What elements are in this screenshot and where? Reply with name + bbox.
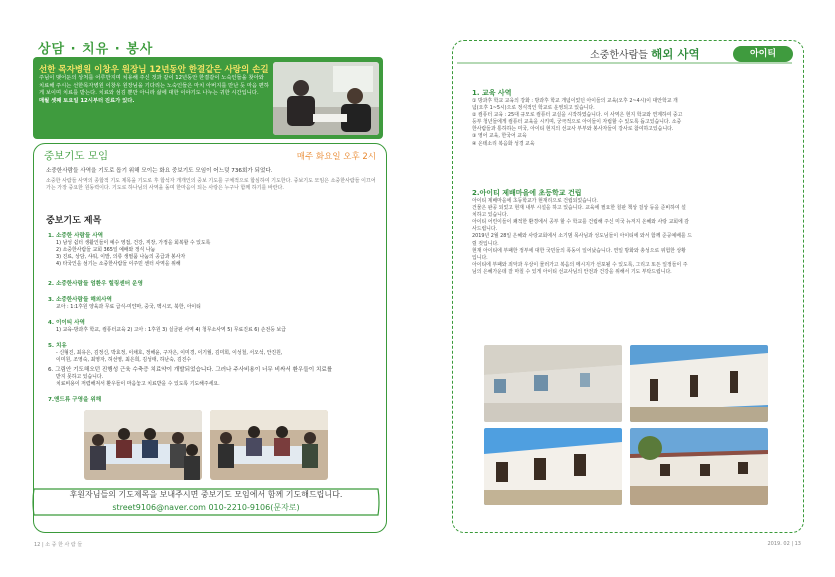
- prayer-section-5: [48, 342, 374, 364]
- school-line: 치하고 있습니다.: [472, 212, 509, 219]
- right-footer: 2019. 02 | 13: [767, 541, 801, 547]
- school-line: 입니다.: [472, 254, 488, 261]
- education-line: 념(오후 1~5시)으로 정식적인 학교로 운영되고 있습니다.: [472, 105, 595, 112]
- section-heading: 1. 소중한 사람들 사역: [48, 233, 104, 239]
- section-line: 4) 타국인을 섬기는 소중한사람들 이주민 센터 사역을 위해: [56, 261, 181, 267]
- education-line: ③ 영어 교육, 한국어 교육: [472, 133, 527, 140]
- overseas-title: [590, 46, 700, 62]
- section-line: 이미원, 조영숙, 최영자, 허선영, 최은희, 김성태, 하난숙, 김진수: [56, 357, 192, 363]
- section-line: 2) 소중한사람들 교회 365일 예배와 정식 나눔: [56, 247, 156, 253]
- overseas-title-prefix: 소중한사람들: [590, 50, 648, 61]
- prayer-title: 중보기도 모임: [44, 150, 109, 162]
- prayer-section-2: [48, 280, 374, 288]
- school-line: 아이티에 부패와 죄악과 우상이 물러가고 복음의 메시지가 선포될 수 있도록, 그리고 또든 일정들이 주: [472, 261, 688, 268]
- school-line: 릴 것입니다.: [472, 240, 499, 247]
- school-photo-exterior-3: [630, 428, 768, 505]
- prayer-section-3: [48, 296, 374, 311]
- section-heading: 7.앤드류 구영을 위해: [48, 397, 102, 403]
- clinic-box: [33, 57, 383, 139]
- section-line: 교아 : 1:1후원 양육과 무료 급식-미얀마, 중국, 멕시코, 북한, 아이티: [56, 304, 201, 310]
- prayer-time: 매주 화요일 오후 2시: [296, 152, 376, 162]
- section-heading: 3. 소중한사람들 해외사역: [48, 297, 112, 303]
- prayer-section-7: [48, 396, 374, 404]
- education-line: ④ 온테소리 복음화 성경 교육: [472, 140, 535, 147]
- school-line: 님의 은혜가운데 잘 마칠 수 있게 아이티 선교사님의 안전과 건강을 위해서 기도 부탁드립니다.: [472, 268, 672, 275]
- section-line: - 신형진, 최유은, 김정신, 박효정, 이채호, 정해윤, 구자은, 이미경, 이기월, 김미희, 이성철, 서오석, 안진원,: [56, 350, 283, 356]
- school-photo-exterior-2: [484, 428, 622, 505]
- section-heading: 4. 이이티 사역: [48, 320, 85, 326]
- school-line: 2019년 2월 28일 은혜와 사랑교회에서 소기범 목사님과 성도님들이 아이티에 와서 함께 준공예배를 드: [472, 233, 692, 240]
- prayer-box: [33, 143, 387, 533]
- section-line: 치료비용이 저렴해져서 환우들이 마음놓고 치료받을 수 있도록 기도해주세요.: [56, 381, 220, 387]
- section-heading: 6. 그림안 기도해오던 진행성 근육 수축증 치료약이 개발되었습니다. 그러나 주사비용이 너무 비싸서 환우들이 치료를: [48, 367, 333, 373]
- school-photo-exterior-1: [630, 345, 768, 422]
- clinic-body: [39, 75, 269, 105]
- prayer-photo-1: [84, 410, 202, 480]
- clinic-title: 선한 목자병원 이창우 원장님 12년동안 한결같은 사랑의 손길: [39, 65, 269, 75]
- clinic-note: 매월 셋째 토요일 12시부터 진료가 있다.: [39, 97, 135, 104]
- section-heading: 5. 치유: [48, 343, 67, 349]
- prayer-list-title: 중보기도 제목: [46, 216, 102, 226]
- school-photo-interior: [484, 345, 622, 422]
- education-line: ① 방과후 학교 교육의 강화 : 방과후 학교 개념이었던 아이들의 교육(오후 2~4시)이 대안학교 개: [472, 98, 678, 104]
- education-section: [472, 88, 782, 148]
- country-tag: 아이티: [733, 46, 793, 62]
- education-line: 등부 청년들에게 컴퓨터 교육을 시키며, 궁극적으로 아이들이 자립할 수 있도록 돕고있습니다. 소중: [472, 119, 682, 126]
- education-line: 한사람들과 통하하는 미국, 아이티 현지의 선교사 부부와 봉사자들이 강사로 참여하고있습니다.: [472, 126, 674, 133]
- prayer-sub: 소중한사람들 사역을 기도로 돕기 위해 모이는 화요 중보기도 모임이 어느덧 736회가 되었다.: [46, 168, 273, 174]
- clinic-photo: [273, 62, 379, 135]
- school-line: 현재 아이티에 부패한 정부에 대한 국민들의 폭동이 일어났습니다. 연일 방화와 총성으로 위험한 상황: [472, 247, 686, 254]
- prayer-photo-2: [210, 410, 328, 480]
- section-heading: 2. 소중한사람들 엄환우 힐링센터 운영: [48, 281, 143, 287]
- school-line: 아이티 어린이들이 쾌적한 환경에서 공부 할 수 학교를 건립해 주신 미국 뉴저지 온혜와 사랑 교회에 감: [472, 219, 690, 226]
- left-footer: 12 | 소 중 한 사 람 들: [34, 542, 83, 548]
- section-line: 1) 교육-방과후 학교, 컴퓨터교육 2) 고아 : 1후원 3) 실금판 사역 4) 청무소사역 5) 무료진료 6) 손전등 보급: [56, 327, 286, 333]
- contact-line-1: 후원자님들의 기도제목을 보내주시면 중보기도 모임에서 함께 기도해드립니다.: [69, 490, 343, 499]
- contact-line-2: street9106@naver.com 010-2210-9106(문자로): [112, 503, 300, 512]
- school-section: [472, 188, 782, 276]
- prayer-section-1: [48, 232, 374, 268]
- section-line: 3) 진료, 상담, 샤워, 이발, 의류 생필품 나눔의 공급과 봉사자: [56, 254, 186, 260]
- section-header: 상담 · 치유 · 봉사: [38, 42, 154, 57]
- prayer-section-6: [48, 366, 374, 388]
- section-line: 받지 못하고 있습니다.: [56, 374, 104, 380]
- education-line: ② 컴퓨터 교육 : 25대 규모로 컴퓨터 교실을 시작하였습니다. 이 사역은 현지 학교와 연계하여 중고: [472, 112, 683, 119]
- school-heading: 2.아이티 제배마을에 초등학교 건립: [472, 189, 582, 197]
- school-line: 건물은 완공 되었고 현재 내부 시설을 하고 있습니다. 교육에 필요한 칠판 책상 걸상 등을 준비하여 설: [472, 205, 686, 212]
- contact-banner: [30, 485, 382, 519]
- prayer-section-4: [48, 319, 374, 334]
- school-line: 아이티 제배마을에 초등학교가 현재리으로 건립되었습니다.: [472, 198, 598, 204]
- education-heading: 1. 교육 사역: [472, 89, 512, 97]
- section-line: 1) 남성 쉼터 생활인들이 예수 영접, 건강, 직장, 가정을 회복할 수 있도록: [56, 240, 211, 246]
- clinic-body-text: 주님이 맺어둔의 상처를 어루만지며 치유해 주신 것과 같이 12년동안 한결같이 노숙인들을 찾아와 치료해 주시는 선한목자병원 이창우 원장님을 기다리는 노숙인들은 마치 아버지를 만난 듯 마음 편하게 보이며 치료를 받는다. 치료와 섬김 뿐만 아니라 삶에 대한 이야기도 나누는 귀한 시간입니다.: [39, 75, 269, 96]
- prayer-intro: 소중한 사람들 사역의 종합적 기도 제목을 기도로 후 합석자 개개인의 중보 기도를 구체적으로 합심하여 기도한다. 중보기도 모임은 소중한사람들 이끄어 가는 가장 중요한 원동력이다. 기도로 하나님의 사역을 돌며 한마음이 되는 사랑은 누구나 함께 하기를 바란다.: [46, 178, 376, 192]
- overseas-title-main: 해외 사역: [651, 47, 700, 61]
- school-line: 사드립니다.: [472, 226, 498, 233]
